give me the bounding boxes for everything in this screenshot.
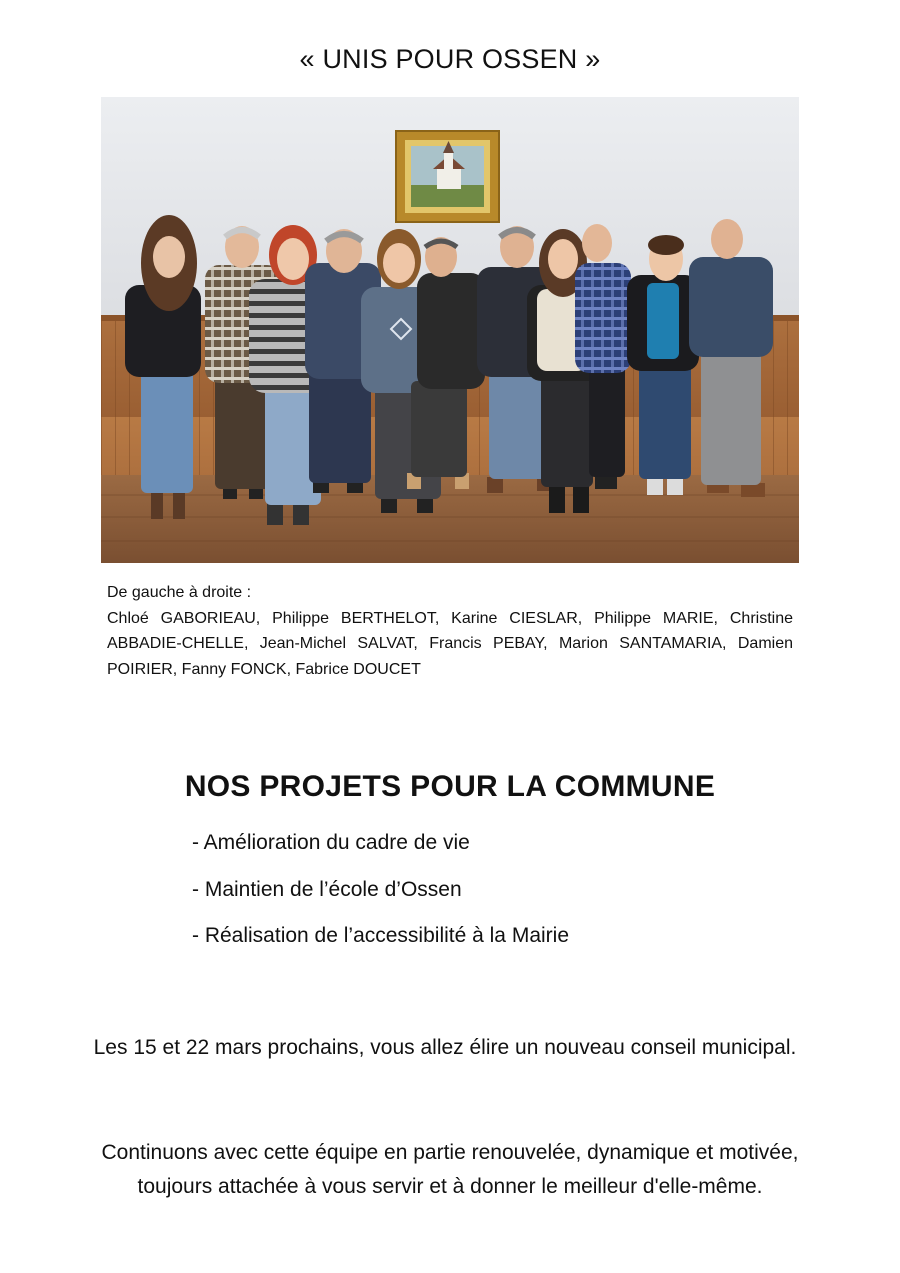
projects-heading: NOS PROJETS POUR LA COMMUNE [184, 770, 716, 803]
team-photo [101, 97, 799, 563]
closing-line: toujours attachée à vous servir et à donner le meilleur d'elle-même. [137, 1175, 763, 1198]
photo-caption [107, 580, 793, 682]
closing-line: Continuons avec cette équipe en partie renouvelée, dynamique et motivée, [101, 1141, 799, 1164]
page-title: « UNIS POUR OSSEN » [299, 44, 601, 74]
election-notice: Les 15 et 22 mars prochains, vous allez élire un nouveau conseil municipal. [93, 1036, 797, 1059]
caption-names: Chloé GABORIEAU, Philippe BERTHELOT, Karine CIESLAR, Philippe MARIE, Christine ABBADIE-CHELLE, Jean-Michel SALVAT, Francis PEBAY, Marion SANTAMARIA, Damien POIRIER, Fanny FONCK, Fabrice DOUCET [107, 609, 793, 678]
project-item: - Amélioration du cadre de vie [192, 831, 470, 854]
group-photo-illustration [101, 97, 799, 563]
projects-list [192, 829, 569, 969]
project-item: - Maintien de l’école d’Ossen [192, 877, 462, 901]
caption-intro: De gauche à droite : [107, 584, 252, 601]
project-item: - Réalisation de l’accessibilité à la Mairie [192, 924, 569, 947]
closing-message [0, 1136, 900, 1204]
